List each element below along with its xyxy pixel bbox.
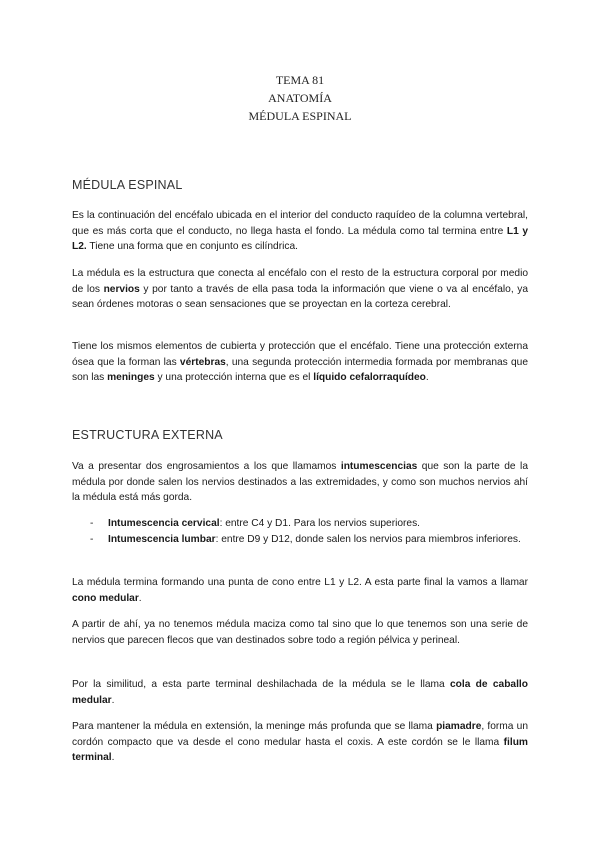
text: : entre C4 y D1. Para los nervios superiores. <box>219 518 421 529</box>
bold-term: líquido cefalorraquídeo <box>313 372 426 384</box>
bullet-list <box>90 516 528 547</box>
text: La médula termina formando una punta de cono entre L1 y L2. A esta parte final la vamos a llamar <box>72 577 528 588</box>
section-heading-medula-espinal: MÉDULA ESPINAL <box>72 178 183 192</box>
bold-term: Intumescencia lumbar <box>108 533 216 545</box>
paragraph-cono-medular <box>72 575 528 606</box>
document-title-topic-name: MÉDULA ESPINAL <box>248 109 352 123</box>
bold-term: vértebras <box>179 356 226 368</box>
list-item <box>90 532 528 548</box>
text: . <box>111 752 115 764</box>
text: y por tanto a través de ella pasa toda la información que viene o va al encéfalo, ya sean órdenes motoras o sean sensaciones que se proyectan en la corteza cerebral. <box>72 283 529 311</box>
text: Va a presentar dos engrosamientos a los que llamamos <box>72 461 341 472</box>
bold-term: filum terminal <box>72 736 528 764</box>
text: Por la similitud, a esta parte terminal deshilachada de la médula se le llama <box>72 679 450 690</box>
text: . <box>111 694 115 706</box>
text: A partir de ahí, ya no tenemos médula maciza como tal sino que lo que tenemos son una serie de nervios que parecen flecos que van destinados sobre todo a región pélvica y perineal. <box>72 619 528 646</box>
bullet-dash: - <box>90 533 94 545</box>
section-heading-estructura-externa: ESTRUCTURA EXTERNA <box>72 428 223 442</box>
bold-term: nervios <box>103 283 140 295</box>
bold-term: piamadre <box>436 721 482 732</box>
bold-term: meninges <box>107 372 155 384</box>
paragraph-function <box>72 266 528 313</box>
text: y una protección interna que es el <box>154 372 314 384</box>
text: Tiene una forma que en conjunto es cilíndrica. <box>86 241 298 253</box>
text: que son la parte de la médula por donde salen los nervios destinados a las extremidades, y como son muchos nervios ahí la médula está más gorda. <box>72 461 528 504</box>
bullet-dash: - <box>90 518 94 529</box>
text: , una segunda protección intermedia formada por membranas que son las <box>72 356 528 384</box>
text: , forma un cordón compacto que va desde el cono medular hasta el coxis. A este cordón se le llama <box>72 721 528 748</box>
text: . <box>425 372 429 384</box>
paragraph-nervios <box>72 617 528 648</box>
text: La médula es la estructura que conecta al encéfalo con el resto de la estructura corporal por medio de los <box>72 268 528 295</box>
paragraph-filum-terminal <box>72 719 528 766</box>
bold-term: Intumescencia cervical <box>108 518 220 529</box>
text: Tiene los mismos elementos de cubierta y protección que el encéfalo. Tiene una protección externa ósea que la forman las <box>72 341 528 368</box>
bold-term: cono medular <box>72 592 139 604</box>
bold-term: L1 y L2. <box>72 225 528 253</box>
list-item <box>90 516 528 532</box>
paragraph-definition <box>72 208 528 255</box>
document-title-subject: ANATOMÍA <box>268 91 332 105</box>
paragraph-intumescencias <box>72 459 528 506</box>
paragraph-protection <box>72 339 528 386</box>
document-title-topic: TEMA 81 <box>275 73 325 87</box>
text: Es la continuación del encéfalo ubicada en el interior del conducto raquídeo de la columna vertebral, que es más corta que el conducto, no llega hasta el fondo. La médula como tal termina entre <box>72 210 528 237</box>
text: : entre D9 y D12, donde salen los nervios para miembros inferiores. <box>215 533 521 545</box>
text: Para mantener la médula en extensión, la meninge más profunda que se llama <box>72 721 437 732</box>
text: . <box>138 592 142 604</box>
paragraph-cola-de-caballo <box>72 677 528 708</box>
bold-term: intumescencias <box>340 461 418 472</box>
bold-term: cola de caballo medular <box>72 679 528 706</box>
